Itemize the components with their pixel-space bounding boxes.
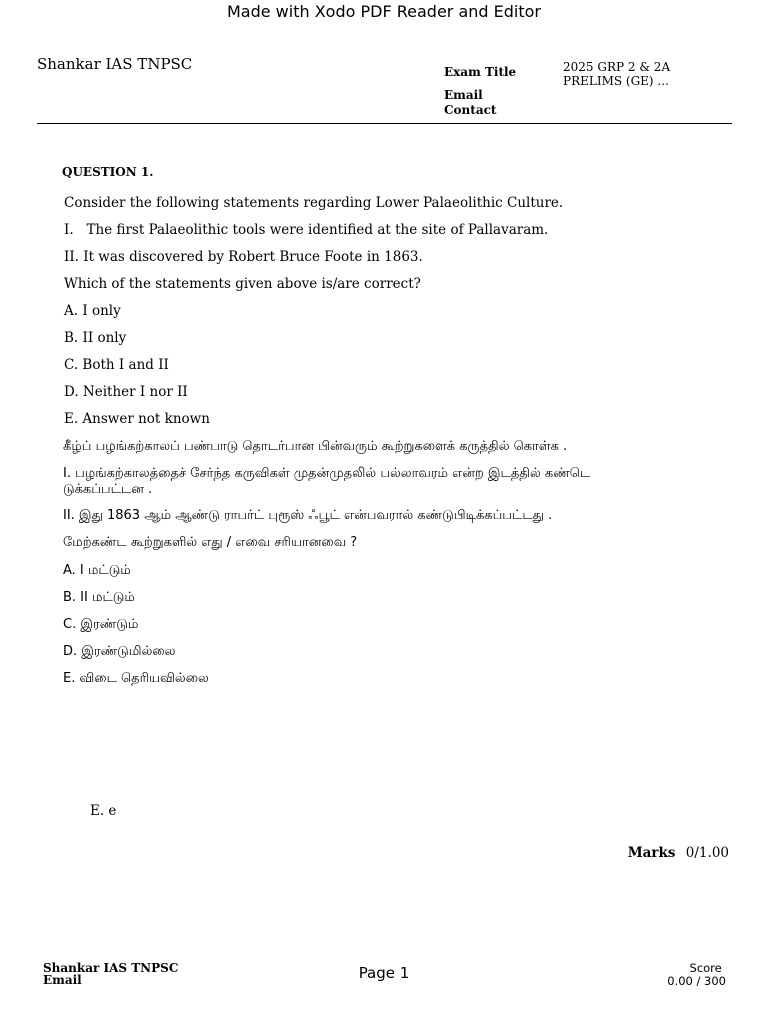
score-value: 0.00 / 300 <box>667 974 726 988</box>
question-stem: Consider the following statements regarding Lower Palaeolithic Culture. <box>64 195 564 211</box>
question-prompt: Which of the statements given above is/are correct? <box>64 276 421 292</box>
option-a: A. I only <box>64 303 121 319</box>
header-organization: Shankar IAS TNPSC <box>37 55 193 73</box>
tamil-statement-2: II. இது 1863 ஆம் ஆண்டு ராபர்ட் புரூஸ் ஃபூட் என்பவரால் கண்டுபிடிக்கப்பட்டது . <box>63 508 553 523</box>
exam-title-value-line1: 2025 GRP 2 & 2A <box>563 60 671 74</box>
pdf-watermark-banner: Made with Xodo PDF Reader and Editor <box>226 2 541 21</box>
tamil-statement-1-cont: டுக்கப்பட்டன . <box>63 482 153 497</box>
statement-2: II. It was discovered by Robert Bruce Foote in 1863. <box>64 249 423 265</box>
option-e: E. Answer not known <box>64 411 210 427</box>
option-b: B. II only <box>64 330 127 346</box>
option-d: D. Neither I nor II <box>64 384 188 400</box>
tamil-option-d: D. இரண்டுமில்லை <box>63 644 176 659</box>
tamil-option-a: A. I மட்டும் <box>63 563 131 578</box>
footer-email-label: Email <box>43 973 82 987</box>
header-divider <box>37 123 732 124</box>
question-number: QUESTION 1. <box>62 165 154 179</box>
contact-label: Contact <box>444 103 497 117</box>
marks <box>628 845 729 861</box>
tamil-option-c: C. இரண்டும் <box>63 617 139 632</box>
tamil-option-b: B. II மட்டும் <box>63 590 135 605</box>
marks-label: Marks <box>627 845 676 861</box>
tamil-statement-1: I. பழங்கற்காலத்தைச் சேர்ந்த கருவிகள் முதன்முதலில் பல்லாவரம் என்ற இடத்தில் கண்டெ <box>63 466 591 481</box>
score-label: Score <box>689 961 722 975</box>
footer-score <box>667 962 726 988</box>
statement-1: I. The first Palaeolithic tools were identified at the site of Pallavaram. <box>64 222 549 238</box>
email-label: Email <box>444 88 483 102</box>
footer-organization: Shankar IAS TNPSC <box>43 961 179 975</box>
tamil-question-prompt: மேற்கண்ட கூற்றுகளில் எது / எவை சரியானவை ? <box>63 535 358 550</box>
exam-title-value <box>563 60 670 88</box>
tamil-question-stem: கீழ்ப் பழங்கற்காலப் பண்பாடு தொடர்பான பின்வரும் கூற்றுகளைக் கருத்தில் கொள்க . <box>63 439 568 454</box>
selected-answer: E. e <box>90 803 117 819</box>
page-number: Page 1 <box>358 964 410 982</box>
exam-title-value-line2: PRELIMS (GE) ... <box>563 74 669 88</box>
marks-value: 0/1.00 <box>685 845 729 861</box>
exam-title-label: Exam Title <box>444 65 517 79</box>
tamil-option-e: E. விடை தெரியவில்லை <box>63 671 209 686</box>
option-c: C. Both I and II <box>64 357 169 373</box>
